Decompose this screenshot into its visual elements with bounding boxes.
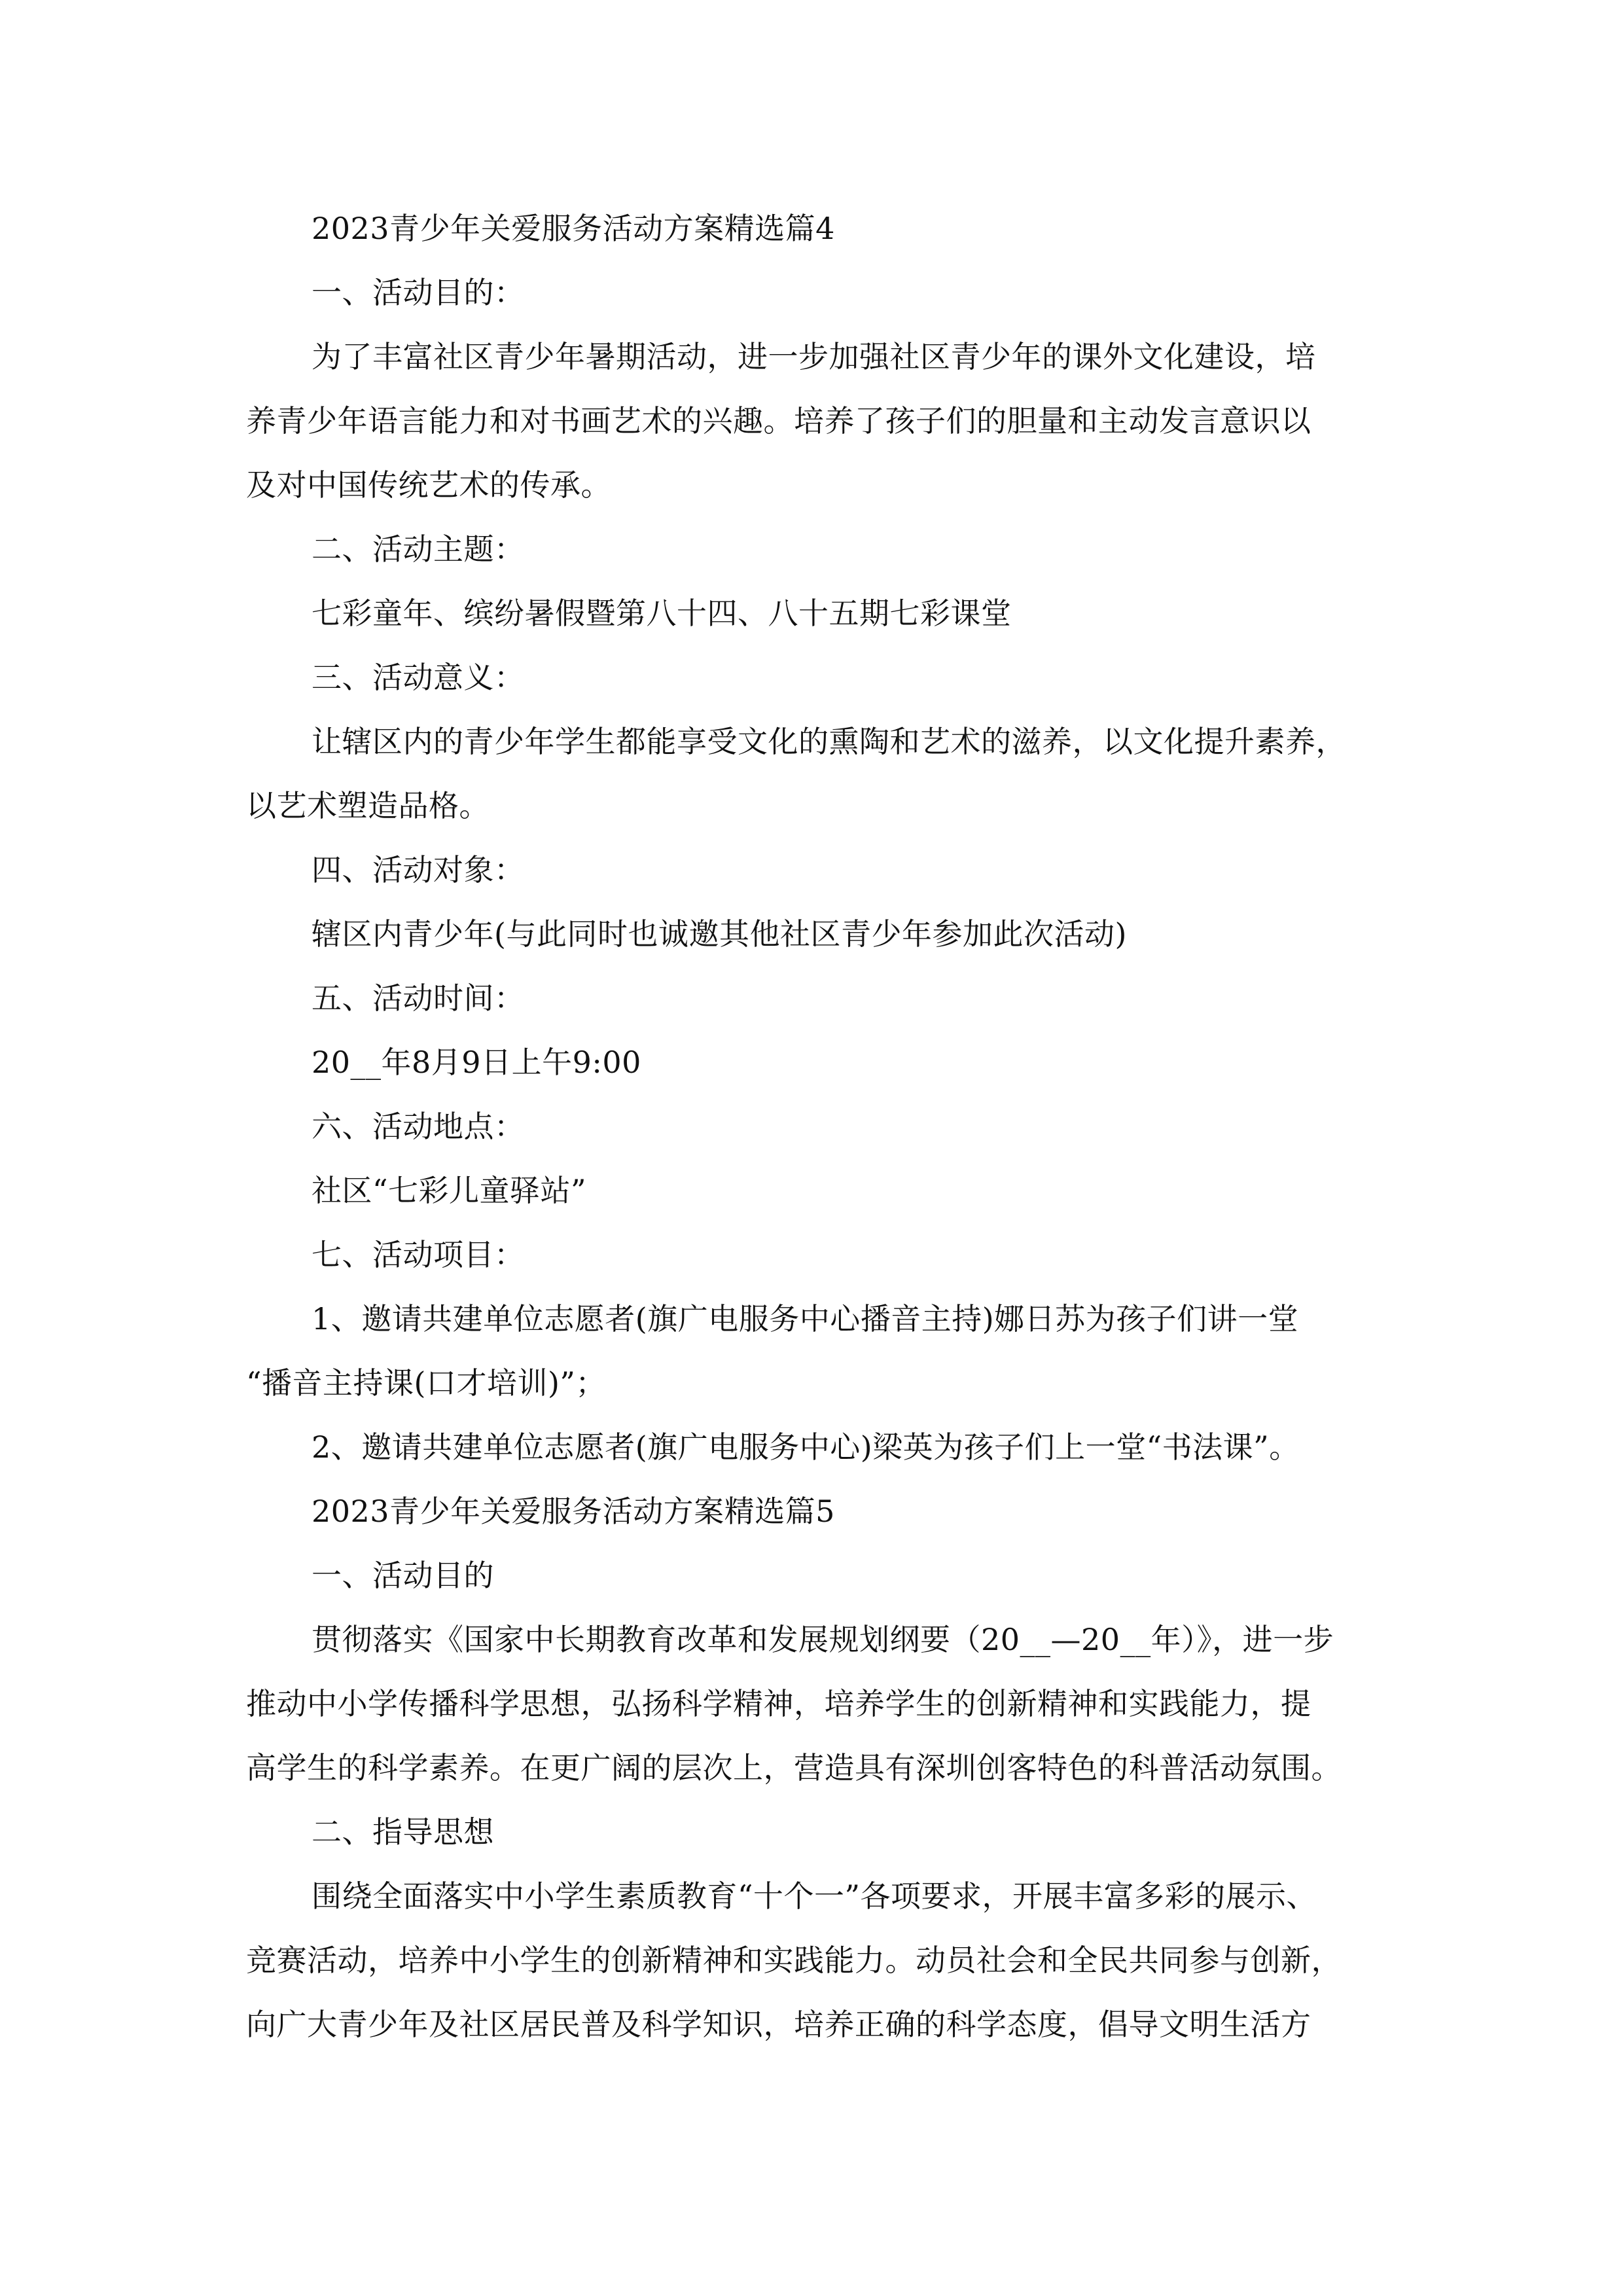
document-line: 一、活动目的 — [312, 1558, 494, 1593]
document-line: 社区“七彩儿童驿站” — [312, 1173, 587, 1208]
document-line: 一、活动目的： — [312, 275, 525, 310]
document-line: 及对中国传统艺术的传承。 — [246, 467, 611, 503]
document-line: 七彩童年、缤纷暑假暨第八十四、八十五期七彩课堂 — [312, 596, 1012, 631]
document-line: 以艺术塑造品格。 — [246, 788, 490, 823]
document-line: 二、指导思想 — [312, 1814, 494, 1850]
document-line: 六、活动地点： — [312, 1109, 525, 1144]
document-line: 四、活动对象： — [312, 852, 525, 888]
document-line: 贯彻落实《国家中长期教育改革和发展规划纲要（20__—20__年）》，进一步 — [312, 1622, 1334, 1657]
document-line: 七、活动项目： — [312, 1237, 525, 1272]
document-line: “播音主持课(口才培训)”； — [246, 1365, 606, 1401]
document-line: 为了丰富社区青少年暑期活动，进一步加强社区青少年的课外文化建设，培 — [312, 339, 1316, 374]
document-line: 二、活动主题： — [312, 531, 525, 567]
document-line: 竞赛活动，培养中小学生的创新精神和实践能力。动员社会和全民共同参与创新， — [246, 1943, 1342, 1978]
document-line: 2、邀请共建单位志愿者(旗广电服务中心)梁英为孩子们上一堂“书法课”。 — [312, 1429, 1300, 1465]
document-body — [246, 196, 1378, 2056]
document-line: 高学生的科学素养。在更广阔的层次上，营造具有深圳创客特色的科普活动氛围。 — [246, 1750, 1342, 1785]
document-line: 20__年8月9日上午9:00 — [312, 1045, 641, 1080]
document-line: 推动中小学传播科学思想，弘扬科学精神，培养学生的创新精神和实践能力，提 — [246, 1686, 1311, 1721]
document-line: 五、活动时间： — [312, 980, 525, 1016]
document-line: 2023青少年关爱服务活动方案精选篇5 — [312, 1494, 835, 1529]
document-line: 三、活动意义： — [312, 660, 525, 695]
document-line: 让辖区内的青少年学生都能享受文化的熏陶和艺术的滋养，以文化提升素养， — [312, 724, 1346, 759]
document-line: 辖区内青少年(与此同时也诚邀其他社区青少年参加此次活动) — [312, 916, 1127, 952]
document-line: 2023青少年关爱服务活动方案精选篇4 — [312, 211, 835, 246]
document-line: 围绕全面落实中小学生素质教育“十个一”各项要求，开展丰富多彩的展示、 — [312, 1878, 1317, 1914]
document-line: 1、邀请共建单位志愿者(旗广电服务中心播音主持)娜日苏为孩子们讲一堂 — [312, 1301, 1299, 1336]
document-line: 养青少年语言能力和对书画艺术的兴趣。培养了孩子们的胆量和主动发言意识以 — [246, 403, 1311, 439]
document-line: 向广大青少年及社区居民普及科学知识，培养正确的科学态度，倡导文明生活方 — [246, 2007, 1311, 2042]
